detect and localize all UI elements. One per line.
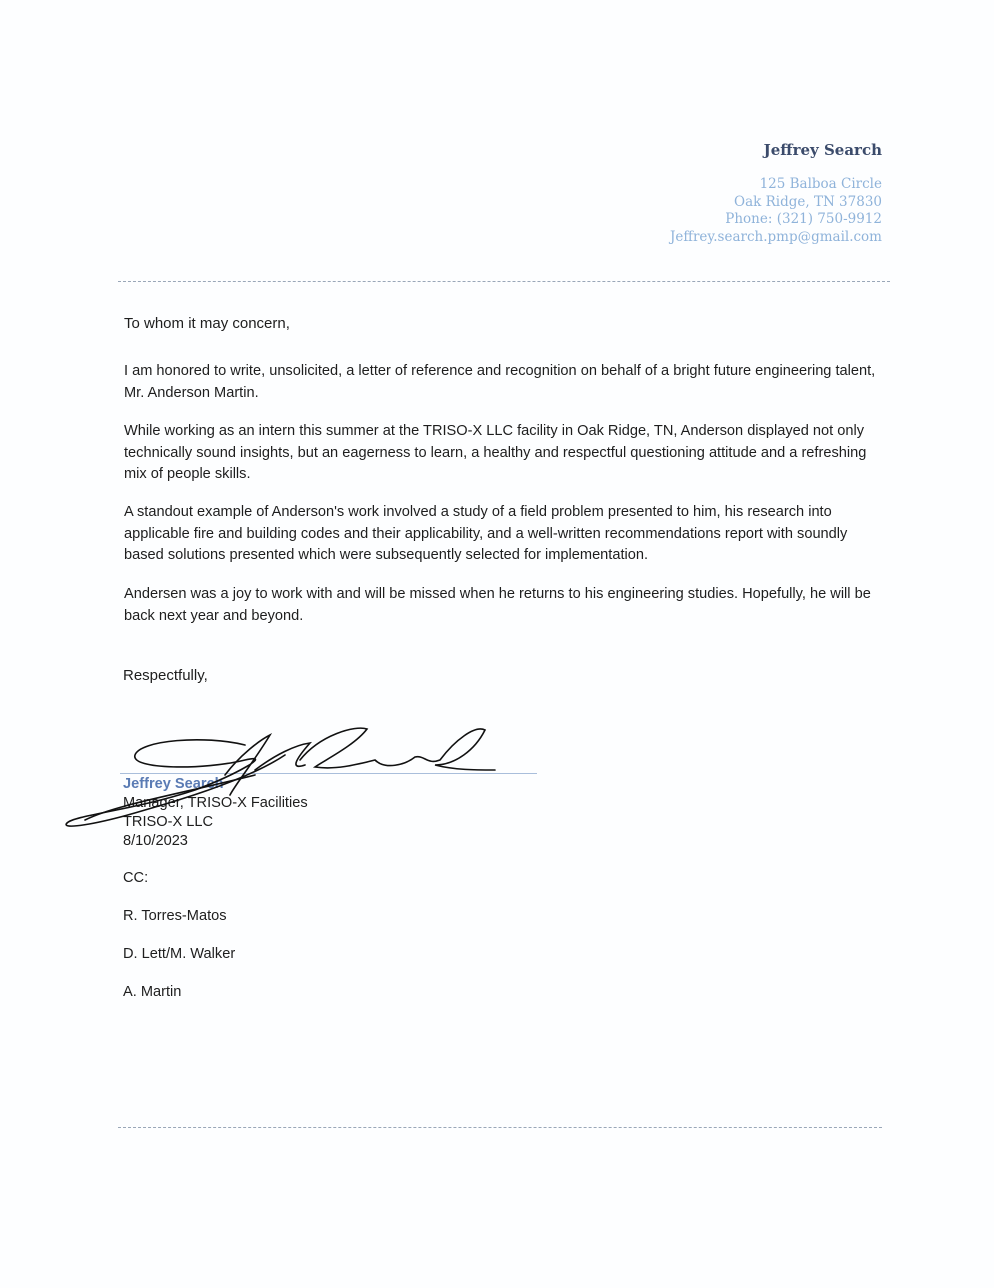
phone: Phone: (321) 750-9912	[725, 211, 882, 227]
paragraph-1: I am honored to write, unsolicited, a letter of reference and recognition on behalf of a bright future engineering talent, Mr. Anderson Martin.	[124, 363, 876, 401]
cc-recipient: A. Martin	[123, 984, 182, 1000]
signer-name: Jeffrey Search	[123, 776, 224, 792]
address-line-1: 125 Balboa Circle	[759, 176, 882, 192]
email: Jeffrey.search.pmp@gmail.com	[669, 228, 882, 245]
paragraph-4: Andersen was a joy to work with and will be missed when he returns to his engineering studies. Hopefully, he will be back next year and beyond.	[124, 586, 871, 624]
cc-recipient: R. Torres-Matos	[123, 908, 227, 924]
salutation: To whom it may concern,	[124, 315, 290, 332]
letterhead-address	[670, 176, 882, 246]
closing: Respectfully,	[123, 667, 208, 684]
header-divider	[118, 281, 890, 282]
signer-title: Manager, TRISO-X Facilities	[123, 795, 308, 811]
paragraph-3: A standout example of Anderson's work involved a study of a field problem presented to him, his research into applicable fire and building codes and their applicability, and a well-written recommendations report with soundly based solutions presented which were subsequently selected for implementation.	[124, 504, 848, 563]
handwritten-signature	[55, 715, 505, 835]
letter-date: 8/10/2023	[123, 833, 188, 849]
paragraph-2: While working as an intern this summer at the TRISO-X LLC facility in Oak Ridge, TN, Anderson displayed not only technically sound insights, but an eagerness to learn, a healthy and respectful questioning attitude and a refreshing mix of people skills.	[124, 423, 867, 482]
footer-divider	[118, 1127, 882, 1128]
cc-label: CC:	[123, 870, 149, 886]
address-line-2: Oak Ridge, TN 37830	[734, 193, 882, 210]
cc-recipient: D. Lett/M. Walker	[123, 946, 236, 962]
letterhead-name: Jeffrey Search	[763, 141, 882, 159]
signer-company: TRISO-X LLC	[123, 814, 214, 830]
